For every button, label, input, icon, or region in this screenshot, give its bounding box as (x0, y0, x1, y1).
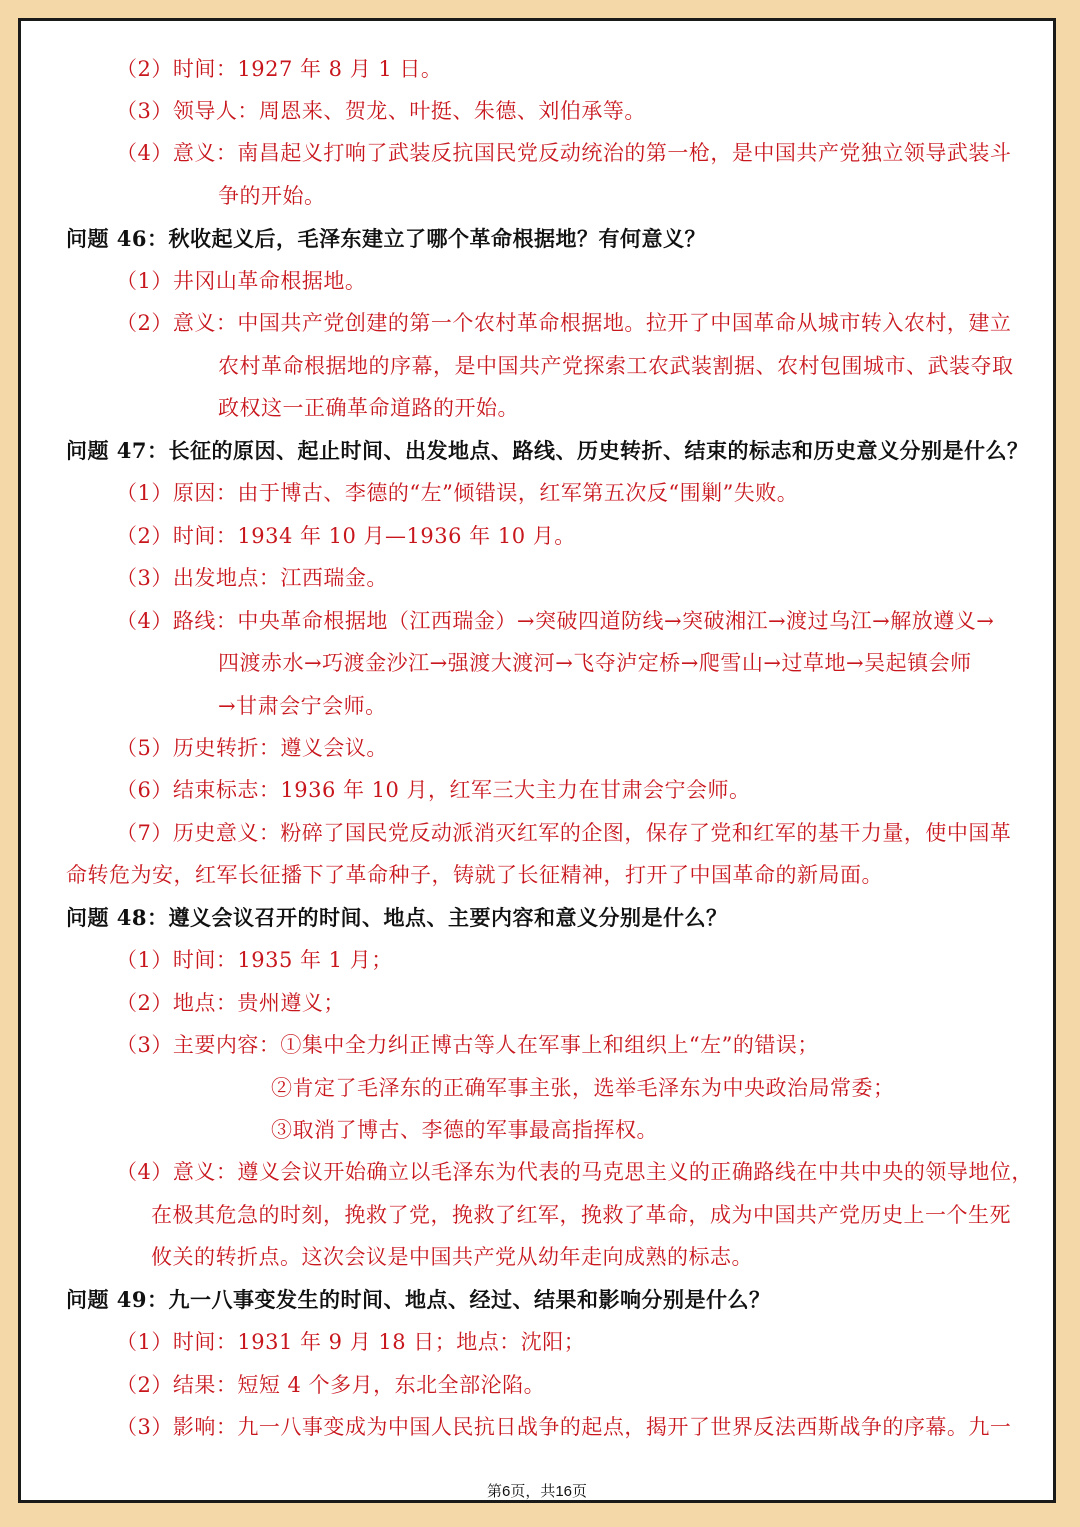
answer-line: ③取消了博古、李德的军事最高指挥权。 (271, 1118, 658, 1142)
answer-line: 四渡赤水→巧渡金沙江→强渡大渡河→飞夺泸定桥→爬雪山→过草地→吴起镇会师 (218, 651, 972, 675)
answer-line: （6）结束标志：1936 年 10 月，红军三大主力在甘肃会宁会师。 (116, 778, 751, 802)
answer-line: （2）地点：贵州遵义； (116, 991, 345, 1015)
answer-line: （4）意义：南昌起义打响了武装反抗国民党反动统治的第一枪，是中国共产党独立领导武装斗 (116, 141, 1012, 165)
answer-line: （3）影响：九一八事变成为中国人民抗日战争的起点，揭开了世界反法西斯战争的序幕。九一 (116, 1415, 1012, 1439)
answer-line: （2）时间：1934 年 10 月—1936 年 10 月。 (116, 524, 576, 548)
answer-line: （3）出发地点：江西瑞金。 (116, 566, 388, 590)
answer-line: （1）时间：1935 年 1 月； (116, 948, 393, 972)
answer-line: 在极其危急的时刻，挽救了党，挽救了红军，挽救了革命，成为中国共产党历史上一个生死 (151, 1203, 1011, 1227)
answer-line: （1）井冈山革命根据地。 (116, 269, 367, 293)
answer-line: 命转危为安，红军长征播下了革命种子，铸就了长征精神，打开了中国革命的新局面。 (66, 863, 883, 887)
question-heading: 问题 47：长征的原因、起止时间、出发地点、路线、历史转折、结束的标志和历史意义分别是什么？ (66, 438, 1029, 463)
question-heading: 问题 46：秋收起义后，毛泽东建立了哪个革命根据地？有何意义？ (66, 226, 707, 251)
document-page (18, 18, 1056, 1503)
answer-line: ②肯定了毛泽东的正确军事主张，选举毛泽东为中央政治局常委； (271, 1076, 895, 1100)
answer-line: （4）意义：遵义会议开始确立以毛泽东为代表的马克思主义的正确路线在中共中央的领导地位， (116, 1160, 1033, 1184)
answer-line: （5）历史转折：遵义会议。 (116, 736, 388, 760)
answer-line: 农村革命根据地的序幕，是中国共产党探索工农武装割据、农村包围城市、武装夺取 (218, 354, 1014, 378)
answer-line: （3）主要内容：①集中全力纠正博古等人在军事上和组织上“左”的错误； (116, 1033, 819, 1057)
answer-line: （7）历史意义：粉碎了国民党反动派消灭红军的企图，保存了党和红军的基干力量，使中国革 (116, 821, 1012, 845)
answer-line: （1）时间：1931 年 9 月 18 日；地点：沈阳； (116, 1330, 586, 1354)
answer-line: （2）时间：1927 年 8 月 1 日。 (116, 57, 443, 81)
answer-line: （2）意义：中国共产党创建的第一个农村革命根据地。拉开了中国革命从城市转入农村，建立 (116, 311, 1012, 335)
question-heading: 问题 48：遵义会议召开的时间、地点、主要内容和意义分别是什么？ (66, 905, 728, 930)
question-heading: 问题 49：九一八事变发生的时间、地点、经过、结果和影响分别是什么？ (66, 1287, 771, 1312)
answer-line: 攸关的转折点。这次会议是中国共产党从幼年走向成熟的标志。 (151, 1245, 753, 1269)
page-footer: 第6页，共16页 (486, 1483, 588, 1500)
answer-line: （1）原因：由于博古、李德的“左”倾错误，红军第五次反“围剿”失败。 (116, 481, 799, 505)
answer-line: （3）领导人：周恩来、贺龙、叶挺、朱德、刘伯承等。 (116, 99, 646, 123)
answer-line: 政权这一正确革命道路的开始。 (218, 396, 519, 420)
answer-line: （4）路线：中央革命根据地（江西瑞金）→突破四道防线→突破湘江→渡过乌江→解放遵义→ (116, 609, 995, 633)
answer-line: →甘肃会宁会师。 (218, 694, 387, 718)
answer-line: 争的开始。 (218, 184, 326, 208)
answer-line: （2）结果：短短 4 个多月，东北全部沦陷。 (116, 1373, 546, 1397)
